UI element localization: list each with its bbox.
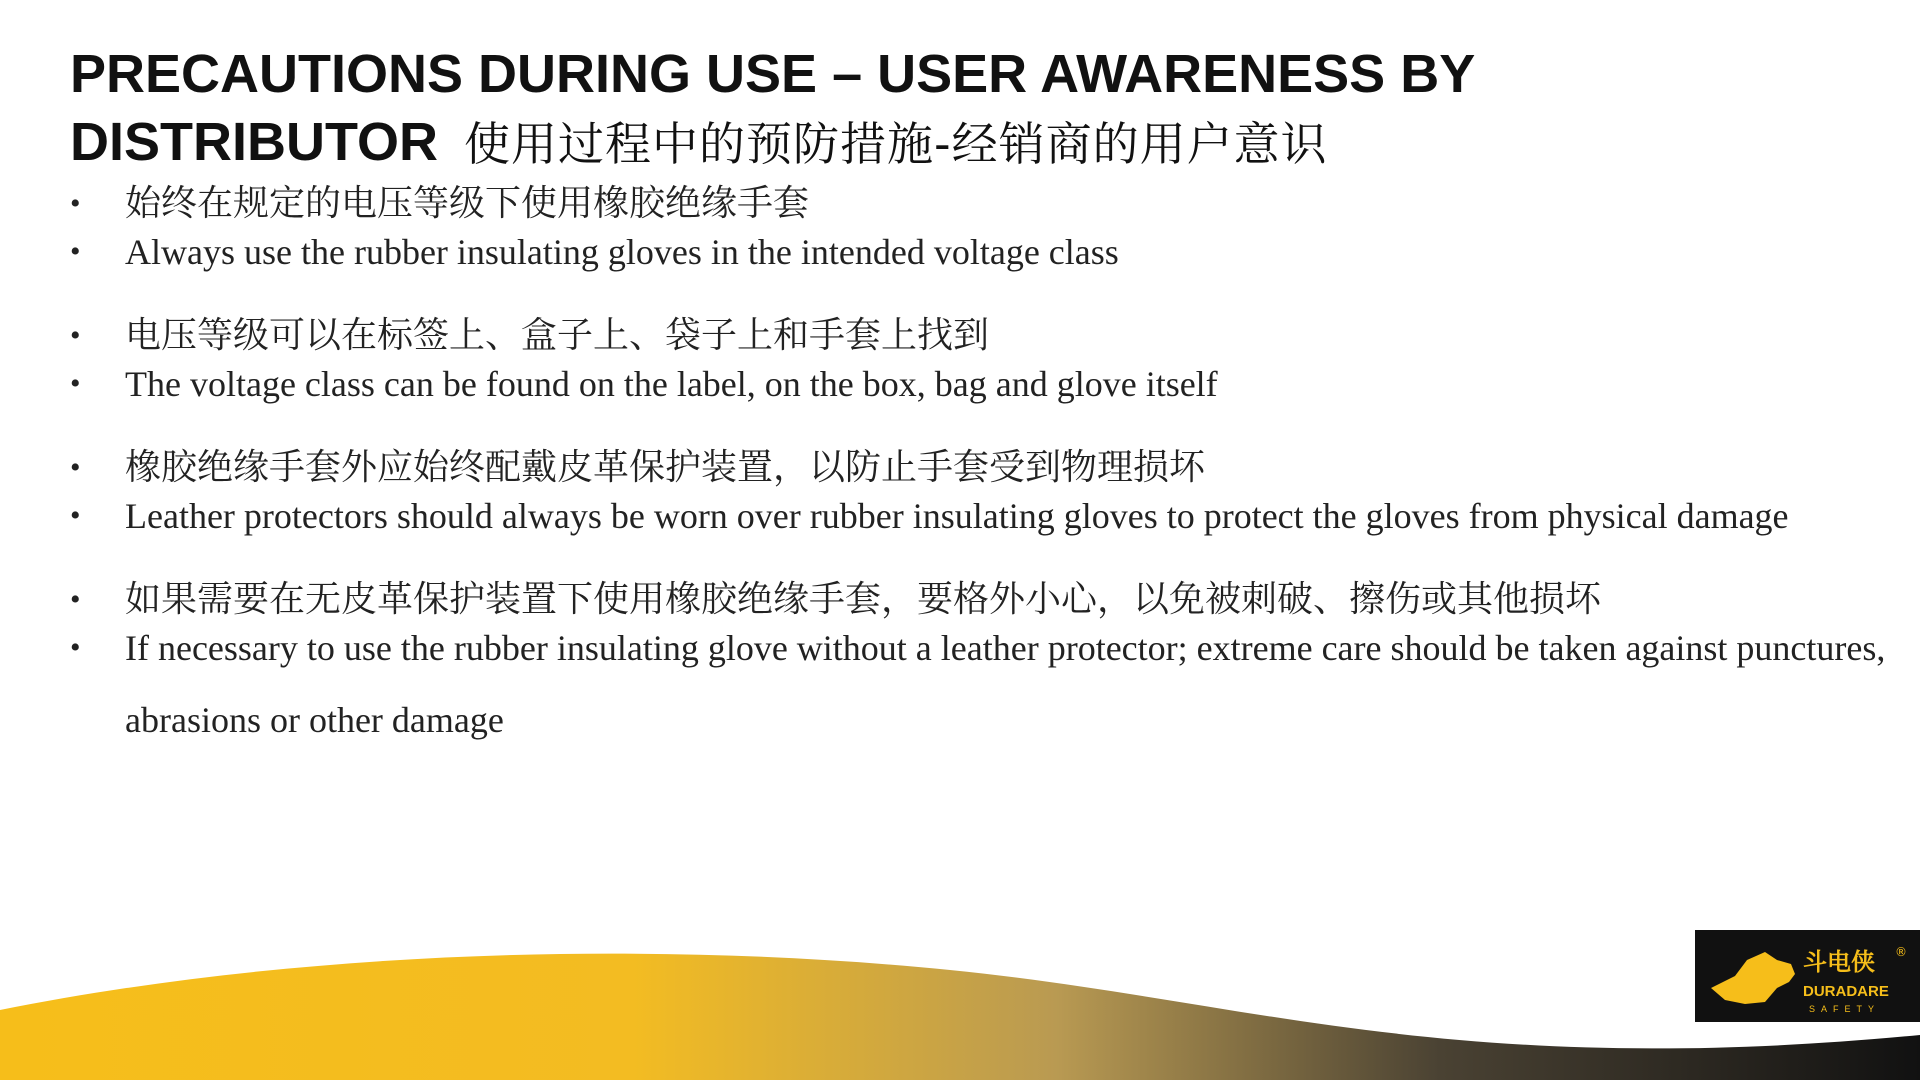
bullet-dot: • xyxy=(70,499,81,532)
bullet-dot: • xyxy=(70,235,81,268)
bullet-cn xyxy=(70,180,1900,228)
logo-cn: 斗电侠 xyxy=(1803,948,1875,976)
bullet-text-en: If necessary to use the rubber insulating glove without a leather protector; extreme care should be taken against punctures, abrasions or other damage xyxy=(125,628,1886,740)
logo-graphic xyxy=(1695,930,1920,1022)
bullet-dot: • xyxy=(70,631,81,664)
bullet-en xyxy=(70,492,1900,552)
bullet-en xyxy=(70,360,1900,408)
bullet-text-en: The voltage class can be found on the label, on the box, bag and glove itself xyxy=(125,364,1218,404)
bullet-en xyxy=(70,228,1900,276)
logo-registered: ® xyxy=(1895,945,1907,959)
title-line-1: PRECAUTIONS DURING USE – USER AWARENESS BY xyxy=(70,44,1476,104)
bullet-group-4 xyxy=(70,576,1900,756)
bullet-dot: • xyxy=(70,583,81,616)
logo-brand: DURADARE xyxy=(1803,983,1889,1000)
bullet-text-cn: 始终在规定的电压等级下使用橡胶绝缘手套 xyxy=(125,183,810,224)
brand-logo xyxy=(1695,930,1920,1022)
bullet-text-en: Always use the rubber insulating gloves in the intended voltage class xyxy=(125,232,1119,272)
title-chinese: 使用过程中的预防措施-经销商的用户意识 xyxy=(464,117,1328,171)
wave-shape xyxy=(0,954,1920,1080)
bullet-dot: • xyxy=(70,187,81,220)
title-en-distributor: DISTRIBUTOR xyxy=(70,112,439,172)
bullet-text-cn: 电压等级可以在标签上、盒子上、袋子上和手套上找到 xyxy=(125,315,990,356)
decorative-wave xyxy=(0,930,1920,1080)
bullet-dot: • xyxy=(70,451,81,484)
bullet-group-2 xyxy=(70,312,1900,408)
bullet-dot: • xyxy=(70,319,81,352)
bullet-group-3 xyxy=(70,444,1900,552)
logo-sub: SAFETY xyxy=(1809,1004,1881,1014)
slide-title xyxy=(70,40,1830,178)
bullet-list xyxy=(70,180,1900,780)
bullet-text-cn: 如果需要在无皮革保护装置下使用橡胶绝缘手套，要格外小心，以免被刺破、擦伤或其他损坏 xyxy=(125,579,1602,620)
bullet-en xyxy=(70,624,1900,756)
bullet-dot: • xyxy=(70,367,81,400)
bullet-group-1 xyxy=(70,180,1900,276)
bullet-text-cn: 橡胶绝缘手套外应始终配戴皮革保护装置，以防止手套受到物理损坏 xyxy=(125,447,1206,488)
bullet-cn xyxy=(70,312,1900,360)
bullet-text-en: Leather protectors should always be worn over rubber insulating gloves to protect the gloves from physical damage xyxy=(125,496,1789,536)
title-line-2 xyxy=(70,108,1830,178)
